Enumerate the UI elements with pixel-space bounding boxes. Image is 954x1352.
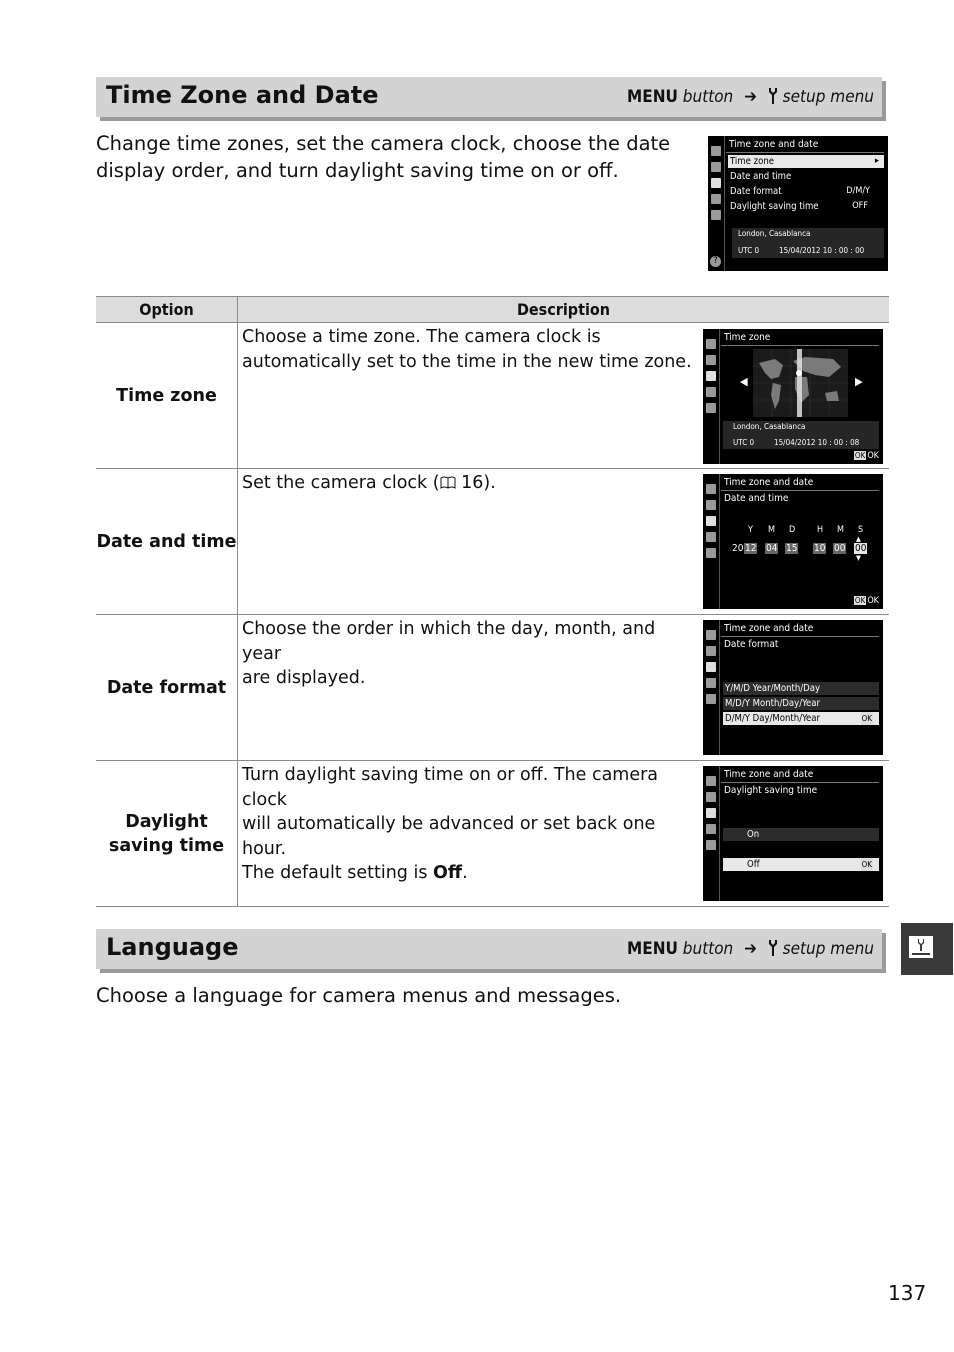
- section-intro: [96, 130, 670, 184]
- label-hour: H: [817, 525, 824, 535]
- month-field: 04: [766, 543, 778, 554]
- screen-row: Daylight saving time OFF: [730, 201, 868, 212]
- arrow-left-icon: ◀: [740, 375, 748, 388]
- setup-menu-label: setup menu: [782, 87, 874, 107]
- screen-title: Time zone and date: [724, 477, 814, 488]
- screen-row: Date format D/M/Y: [730, 186, 870, 197]
- city-text: London, Casablanca: [738, 229, 811, 238]
- section-header-time-zone: [96, 77, 882, 117]
- option-time-zone: Time zone: [96, 323, 238, 469]
- utc-text: UTC 0: [738, 246, 760, 255]
- button-label: button: [682, 87, 734, 107]
- table-row: [96, 761, 889, 907]
- screen-subtitle: Date and time: [724, 493, 789, 504]
- wrench-icon: [768, 88, 778, 104]
- label-year: Y: [748, 525, 753, 535]
- camera-screen-date-format: [703, 620, 883, 755]
- arrow-icon: ➔: [744, 939, 757, 959]
- section-title: Language: [106, 933, 239, 961]
- year-field: 12: [745, 543, 757, 554]
- dst-option-off: Off OK: [723, 858, 879, 871]
- camera-screen-time-zone: [703, 329, 883, 464]
- label-minute: M: [837, 525, 844, 535]
- setup-menu-tab: [901, 923, 953, 975]
- menu-path: [627, 87, 874, 107]
- down-arrow-icon: ▼: [856, 554, 861, 562]
- screen-title: Time zone and date: [724, 769, 814, 780]
- description-text: Choose the order in which the day, month, and year are displayed.: [242, 619, 656, 688]
- setup-menu-label: setup menu: [782, 939, 874, 959]
- label-second: S: [858, 525, 864, 535]
- menu-tabs: [708, 136, 725, 271]
- description-text: Turn daylight saving time on or off. The camera clock will automatically be advanced or set back one hour. The default setting is Off.: [242, 765, 659, 883]
- label-month: M: [768, 525, 775, 535]
- arrow-icon: ➔: [744, 87, 757, 107]
- help-icon: ?: [710, 256, 721, 267]
- screen-title: Time zone and date: [729, 139, 819, 150]
- dst-option-on: On: [723, 828, 879, 841]
- option-date-format: Date format: [96, 615, 238, 761]
- label-day: D: [789, 525, 796, 535]
- col-header-description: Description: [238, 297, 890, 323]
- world-map-icon: [753, 349, 848, 417]
- screen-subtitle: Daylight saving time: [724, 785, 818, 796]
- section-title: Time Zone and Date: [106, 81, 379, 109]
- table-row: [96, 469, 889, 615]
- minute-field: 00: [834, 543, 846, 554]
- utc-text: UTC 0: [733, 438, 755, 447]
- screen-title: Time zone: [724, 332, 771, 343]
- col-header-option: Option: [96, 297, 238, 323]
- button-label: button: [682, 939, 734, 959]
- section-header-language: [96, 929, 882, 969]
- hour-field: 10: [814, 543, 826, 554]
- format-option-selected: D/M/Y Day/Month/Year OK: [723, 712, 879, 725]
- language-intro: Choose a language for camera menus and messages.: [96, 984, 622, 1007]
- book-icon: [440, 476, 456, 489]
- menu-label: MENU: [627, 87, 678, 107]
- wrench-icon: [768, 940, 778, 956]
- second-field: 00: [855, 543, 867, 554]
- ok-indicator: OK OK: [854, 451, 879, 461]
- day-field: 15: [786, 543, 798, 554]
- screen-row: Date and time: [730, 171, 792, 182]
- table-row: [96, 323, 889, 469]
- menu-path: [627, 939, 874, 959]
- screen-subtitle: Date format: [724, 639, 779, 650]
- description-text: Choose a time zone. The camera clock is automatically set to the time in the new time zone.: [242, 327, 692, 372]
- datetime-text: 15/04/2012 10 : 00 : 08: [774, 438, 860, 447]
- intro-line: Change time zones, set the camera clock, choose the date: [96, 132, 671, 155]
- format-option: M/D/Y Month/Day/Year: [723, 697, 879, 710]
- up-arrow-icon: ▲: [856, 535, 861, 543]
- ok-indicator: OK OK: [854, 596, 879, 606]
- option-date-and-time: Date and time: [96, 469, 238, 615]
- intro-line: display order, and turn daylight saving time on or off.: [96, 159, 619, 182]
- camera-screen-date-and-time: [703, 474, 883, 609]
- setup-menu-icon: [909, 936, 933, 958]
- menu-label: MENU: [627, 939, 678, 959]
- screen-row: Time zone ▸: [728, 155, 884, 168]
- description-text: Set the camera clock ( 16).: [242, 473, 496, 493]
- arrow-right-icon: ▶: [855, 375, 863, 388]
- datetime-text: 15/04/2012 10 : 00 : 00: [779, 246, 865, 255]
- option-daylight-saving-time: Daylight saving time: [96, 761, 238, 907]
- format-option: Y/M/D Year/Month/Day: [723, 682, 879, 695]
- camera-screen-time-zone-date: [708, 136, 888, 271]
- options-table: [96, 296, 889, 907]
- page-number: 137: [888, 1281, 927, 1305]
- city-text: London, Casablanca: [733, 422, 806, 431]
- table-header-row: [96, 297, 889, 323]
- screen-title: Time zone and date: [724, 623, 814, 634]
- year-prefix: 20: [732, 543, 744, 554]
- table-row: [96, 615, 889, 761]
- camera-screen-daylight-saving: [703, 766, 883, 901]
